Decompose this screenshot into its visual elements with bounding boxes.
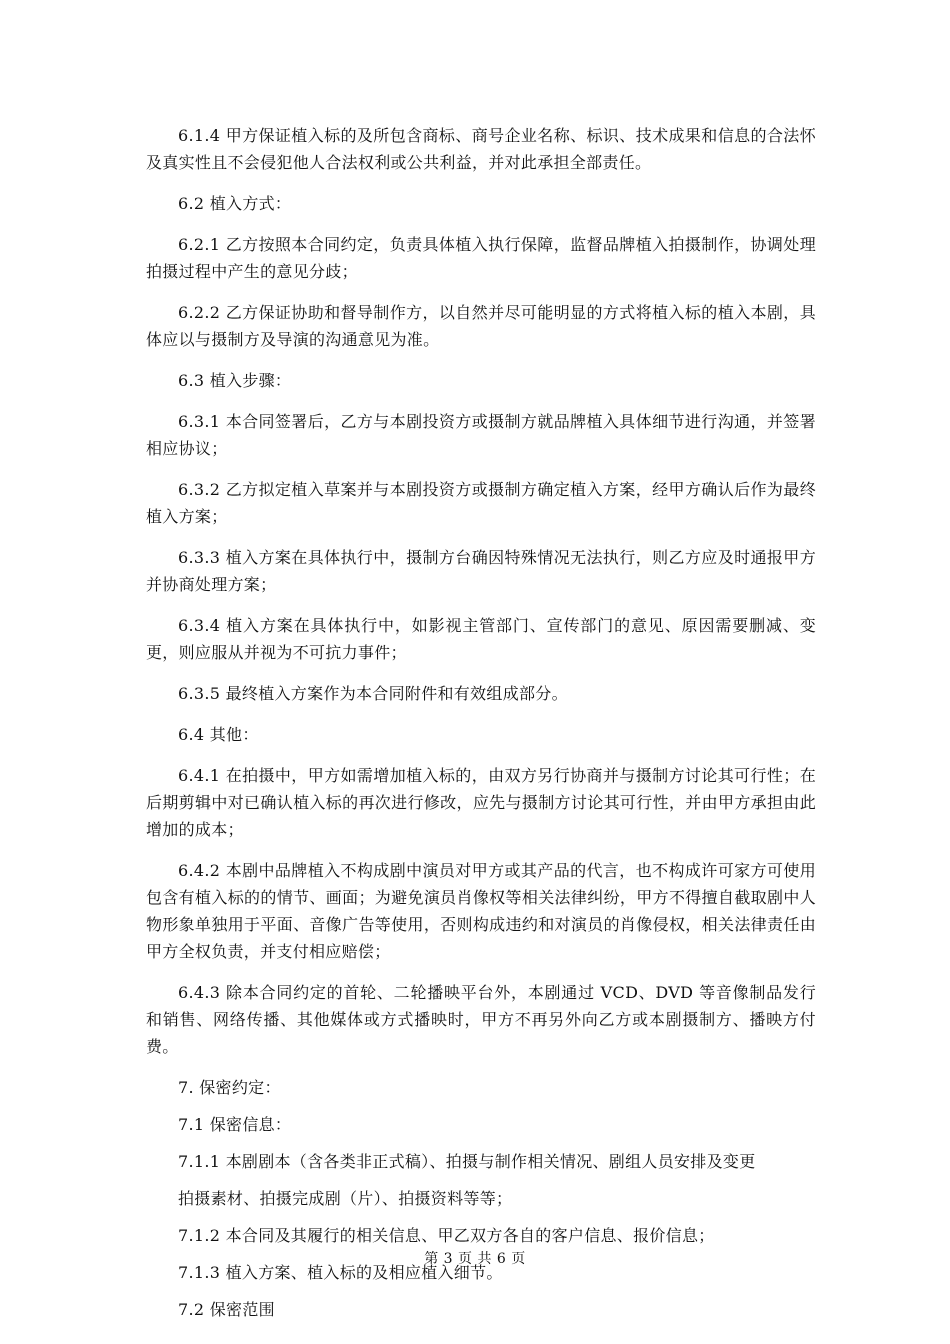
section-7-2-heading: 7.2 保密范围 <box>178 1300 275 1319</box>
section-7-heading: 7. 保密约定： <box>178 1078 281 1097</box>
clause-7-1-2: 7.1.2 本合同及其履行的相关信息、甲乙双方各自的客户信息、报价信息； <box>178 1226 715 1245</box>
clause-7-1-1: 7.1.1 本剧剧本（含各类非正式稿）、拍摄与制作相关情况、剧组人员安排及变更 <box>178 1152 756 1171</box>
clause-6-3-2: 6.3.2 乙方拟定植入草案并与本剧投资方或摄制方确定植入方案，经甲方确认后作为最终植入方案； <box>146 480 816 526</box>
section-6-4-heading: 6.4 其他： <box>178 725 259 744</box>
clause-7-1-1-continued: 拍摄素材、拍摄完成剧（片）、拍摄资料等等； <box>178 1189 513 1208</box>
clause-6-4-1: 6.4.1 在拍摄中，甲方如需增加植入标的，由双方另行协商并与摄制方讨论其可行性；在后期剪辑中对已确认植入标的再次进行修改，应先与摄制方讨论其可行性，并由甲方承担由此增加的成本； <box>146 766 816 839</box>
clause-6-3-5: 6.3.5 最终植入方案作为本合同附件和有效组成部分。 <box>178 684 568 703</box>
section-6-3-heading: 6.3 植入步骤： <box>178 371 292 390</box>
section-6-2-heading: 6.2 植入方式： <box>178 194 292 213</box>
clause-7-1-3: 7.1.3 植入方案、植入标的及相应植入细节。 <box>178 1263 503 1282</box>
clause-6-2-1: 6.2.1 乙方按照本合同约定，负责具体植入执行保障，监督品牌植入拍摄制作，协调处理拍摄过程中产生的意见分歧； <box>146 235 816 281</box>
clause-6-3-4: 6.3.4 植入方案在具体执行中，如影视主管部门、宣传部门的意见、原因需要删减、变更，则应服从并视为不可抗力事件； <box>146 616 816 662</box>
page-number-footer: 第 3 页 共 6 页 <box>424 1251 526 1267</box>
clause-6-2-2: 6.2.2 乙方保证协助和督导制作方，以自然并尽可能明显的方式将植入标的植入本剧，具体应以与摄制方及导演的沟通意见为准。 <box>146 303 816 349</box>
clause-6-3-3: 6.3.3 植入方案在具体执行中，摄制方台确因特殊情况无法执行，则乙方应及时通报甲方并协商处理方案； <box>146 548 816 594</box>
document-body <box>146 122 816 1333</box>
clause-6-1-4: 6.1.4 甲方保证植入标的及所包含商标、商号企业名称、标识、技术成果和信息的合法怀及真实性且不会侵犯他人合法权利或公共利益，并对此承担全部责任。 <box>146 126 816 172</box>
clause-6-4-3: 6.4.3 除本合同约定的首轮、二轮播映平台外，本剧通过 VCD、DVD 等音像制品发行和销售、网络传播、其他媒体或方式播映时，甲方不再另外向乙方或本剧摄制方、播映方付费。 <box>146 983 816 1056</box>
section-7-1-heading: 7.1 保密信息： <box>178 1115 292 1134</box>
clause-6-3-1: 6.3.1 本合同签署后，乙方与本剧投资方或摄制方就品牌植入具体细节进行沟通，并签署相应协议； <box>146 412 816 458</box>
clause-6-4-2: 6.4.2 本剧中品牌植入不构成剧中演员对甲方或其产品的代言，也不构成许可家方可使用包含有植入标的的情节、画面；为避免演员肖像权等相关法律纠纷，甲方不得擅自截取剧中人物形象单独用于平面、音像广告等使用，否则构成违约和对演员的肖像侵权，相关法律责任由甲方全权负责，并支付相应赔偿； <box>146 861 816 961</box>
